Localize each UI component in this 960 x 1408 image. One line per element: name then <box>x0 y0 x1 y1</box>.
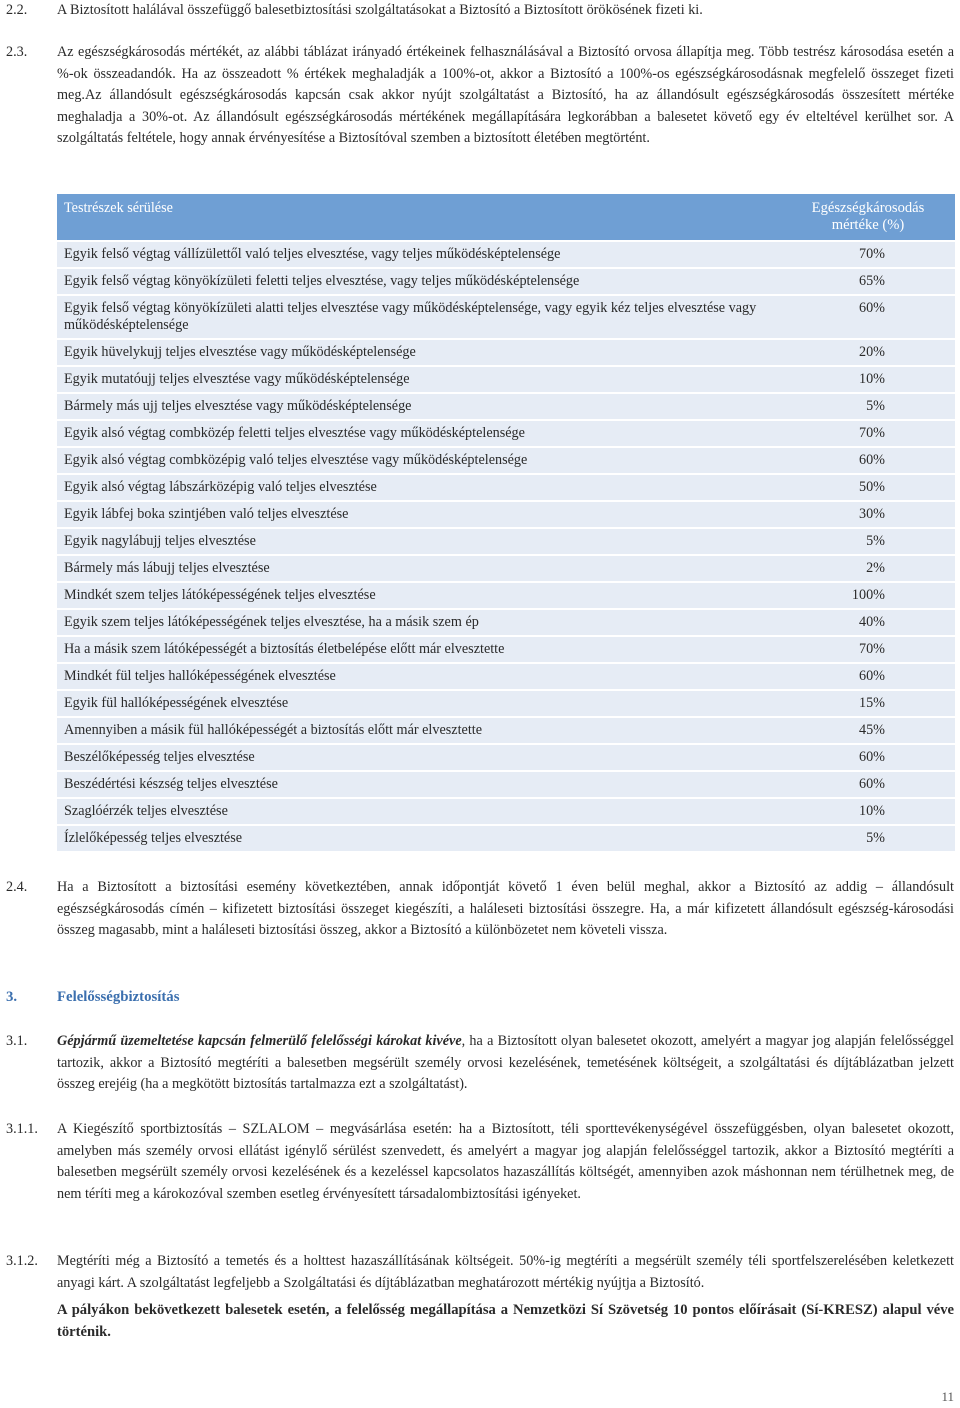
row-body-part: Egyik szem teljes látóképességének teljes elvesztése, ha a másik szem ép <box>57 610 781 635</box>
section-number: 3.1. <box>6 1033 28 1049</box>
table-row <box>57 664 955 689</box>
row-body-part: Egyik felső végtag könyökízületi feletti teljes elvesztése, vagy teljes működésképtelensége <box>57 269 781 294</box>
row-percentage: 40% <box>781 610 955 635</box>
row-percentage: 15% <box>781 691 955 716</box>
row-body-part: Egyik alsó végtag lábszárközépig való teljes elvesztése <box>57 475 781 500</box>
table-row <box>57 529 955 554</box>
row-body-part: Ízlelőképesség teljes elvesztése <box>57 826 781 851</box>
section-text: Ha a Biztosított a biztosítási esemény következtében, annak időpontját követő 1 éven belül meghal, akkor a Biztosító az addig – állandósult egészségkárosodás címén – kifizetett biztosítási összeget kiegészíti, a haláleseti biztosítási összegre. Ha, a már kifizetett állandósult egészség-károsodási összeg magasabb, mint a haláleseti biztosítási összeg, akkor a Biztosító a különbözetet nem követeli vissza. <box>57 879 954 938</box>
table-row <box>57 556 955 581</box>
row-body-part: Amennyiben a másik fül hallóképességét a biztosítás előtt már elvesztette <box>57 718 781 743</box>
header-percentage: Egészségkárosodás mértéke (%) <box>781 194 955 240</box>
bold-note: A pályákon bekövetkezett balesetek esetén, a felelősség megállapítása a Nemzetközi Sí Szövetség 10 pontos előírásait (Sí-KRESZ) alapul véve történik. <box>57 1302 954 1340</box>
row-body-part: Egyik lábfej boka szintjében való teljes elvesztése <box>57 502 781 527</box>
row-percentage: 30% <box>781 502 955 527</box>
table-body <box>57 242 955 851</box>
section-2-3 <box>0 42 960 150</box>
section-number: 2.2. <box>6 2 28 18</box>
damage-table <box>57 192 955 853</box>
section-body: , ha a Biztosított olyan balesetet okozott, amelyért a magyar jog alapján felelősséggel tartozik, akkor a Biztosító megtéríti a balesetben megsérült személy orvosi kezelésének, temetésének költségeit, a szolgáltatási és díjtáblázatban jelzett összeg erejéig (ha a megkötött biztosítás tartalmazza ezt a szolgáltatást). <box>57 1033 954 1092</box>
table-row <box>57 448 955 473</box>
table-row <box>57 242 955 267</box>
section-title: Felelősségbiztosítás <box>57 989 180 1005</box>
row-body-part: Mindkét szem teljes látóképességének teljes elvesztése <box>57 583 781 608</box>
table-row <box>57 421 955 446</box>
section-text: A Biztosított halálával összefüggő balesetbiztosítási szolgáltatásokat a Biztosító a Biztosított örökösének fizeti ki. <box>57 2 703 18</box>
table-row <box>57 799 955 824</box>
row-body-part: Bármely más ujj teljes elvesztése vagy működésképtelensége <box>57 394 781 419</box>
table-row <box>57 637 955 662</box>
row-body-part: Egyik alsó végtag combközépig való teljes elvesztése vagy működésképtelensége <box>57 448 781 473</box>
table-row <box>57 367 955 392</box>
row-percentage: 5% <box>781 529 955 554</box>
row-percentage: 60% <box>781 664 955 689</box>
table-row <box>57 394 955 419</box>
row-percentage: 45% <box>781 718 955 743</box>
row-percentage: 70% <box>781 421 955 446</box>
row-body-part: Szaglóérzék teljes elvesztése <box>57 799 781 824</box>
row-body-part: Ha a másik szem látóképességét a biztosítás életbelépése előtt már elvesztette <box>57 637 781 662</box>
row-percentage: 10% <box>781 367 955 392</box>
row-percentage: 60% <box>781 296 955 338</box>
row-percentage: 5% <box>781 394 955 419</box>
table-row <box>57 718 955 743</box>
row-body-part: Egyik felső végtag könyökízületi alatti teljes elvesztése vagy működésképtelensége, vagy egyik kéz teljes elvesztése vagy működésképtelensége <box>57 296 781 338</box>
table-row <box>57 610 955 635</box>
section-text: Megtéríti még a Biztosító a temetés és a holttest hazaszállításának költségeit. 50%-ig megtéríti a megsérült személy téli sportfelszerelésében keletkezett anyagi kárt. A szolgáltatást legfeljebb a Szolgáltatási és díjtáblázatban meghatározott mértékig nyújtja a Biztosító. <box>57 1253 954 1291</box>
section-3-heading <box>0 987 960 1009</box>
row-percentage: 10% <box>781 799 955 824</box>
header-body-part: Testrészek sérülése <box>57 194 781 240</box>
section-2-2 <box>0 0 960 22</box>
row-body-part: Egyik felső végtag vállízülettől való teljes elvesztése, vagy teljes működésképtelensége <box>57 242 781 267</box>
table-row <box>57 745 955 770</box>
row-percentage: 2% <box>781 556 955 581</box>
row-percentage: 5% <box>781 826 955 851</box>
row-percentage: 70% <box>781 637 955 662</box>
section-3-1-2 <box>0 1251 960 1294</box>
table-row <box>57 691 955 716</box>
row-body-part: Bármely más lábujj teljes elvesztése <box>57 556 781 581</box>
section-number: 3. <box>6 989 18 1005</box>
row-body-part: Beszédértési készség teljes elvesztése <box>57 772 781 797</box>
row-body-part: Egyik nagylábujj teljes elvesztése <box>57 529 781 554</box>
table-row <box>57 502 955 527</box>
section-text: A Kiegészítő sportbiztosítás – SZLALOM – megvásárlása esetén: ha a Biztosított, téli sporttevékenységével összefüggésben, olyan balesetet okozott, amelyben más személy orvosi ellátást igénylő sérülést szenvedett, és amelyért a magyar jog alapján felelősséggel tartozik, akkor a Biztosító megtéríti a balesetben megsérült személy orvosi kezelésének és a kezeléssel kapcsolatos hazaszállítás költségét, amennyiben azok máshonnan nem térülhetnek meg, de nem téríti meg a károkozóval szemben esetleg érvényesített társadalombiztosítási igényeket. <box>57 1121 954 1202</box>
table-row <box>57 475 955 500</box>
section-lead: Gépjármű üzemeltetése kapcsán felmerülő felelősségi károkat kivéve <box>57 1033 462 1049</box>
row-percentage: 70% <box>781 242 955 267</box>
row-percentage: 100% <box>781 583 955 608</box>
section-3-1-1 <box>0 1119 960 1205</box>
row-body-part: Mindkét fül teljes hallóképességének elvesztése <box>57 664 781 689</box>
table-row <box>57 340 955 365</box>
section-text <box>57 1031 954 1096</box>
row-percentage: 65% <box>781 269 955 294</box>
section-3-1-2-note <box>0 1300 960 1343</box>
row-percentage: 60% <box>781 745 955 770</box>
table-row <box>57 269 955 294</box>
row-body-part: Egyik mutatóujj teljes elvesztése vagy működésképtelensége <box>57 367 781 392</box>
section-number: 2.3. <box>6 44 28 60</box>
section-2-4 <box>0 877 960 942</box>
page-number: 11 <box>941 1389 954 1404</box>
section-3-1 <box>0 1031 960 1096</box>
table-header-row <box>57 194 955 240</box>
row-body-part: Beszélőképesség teljes elvesztése <box>57 745 781 770</box>
row-body-part: Egyik fül hallóképességének elvesztése <box>57 691 781 716</box>
row-body-part: Egyik alsó végtag combközép feletti teljes elvesztése vagy működésképtelensége <box>57 421 781 446</box>
section-number: 2.4. <box>6 879 28 895</box>
row-percentage: 50% <box>781 475 955 500</box>
section-text: Az egészségkárosodás mértékét, az alábbi táblázat irányadó értékeinek felhasználásával a Biztosító orvosa állapítja meg. Több testrész károsodása esetén a %-ok összeadandók. Ha az összeadott % értékek meghaladják a 100%-ot, akkor a Biztosító a 100%-os egészségkárosodásnak megfelelő összeget fizeti meg.Az állandósult egészségkárosodás kapcsán csak akkor nyújt szolgáltatást a Biztosító, ha az állandósult egészségkárosodás összesített mértéke meghaladja a 30%-ot. Az állandósult egészségkárosodás mértékének megállapítására legkorábban a balesetet követő egy év elteltével kerülhet sor. A szolgáltatás feltétele, hogy annak érvényesítése a Biztosítóval szemben a biztosított életében megtörtént. <box>57 44 954 146</box>
table-row <box>57 296 955 338</box>
table-row <box>57 826 955 851</box>
row-percentage: 60% <box>781 772 955 797</box>
section-number: 3.1.1. <box>6 1121 38 1137</box>
row-percentage: 60% <box>781 448 955 473</box>
table-row <box>57 772 955 797</box>
section-number: 3.1.2. <box>6 1253 38 1269</box>
row-percentage: 20% <box>781 340 955 365</box>
row-body-part: Egyik hüvelykujj teljes elvesztése vagy működésképtelensége <box>57 340 781 365</box>
table-row <box>57 583 955 608</box>
